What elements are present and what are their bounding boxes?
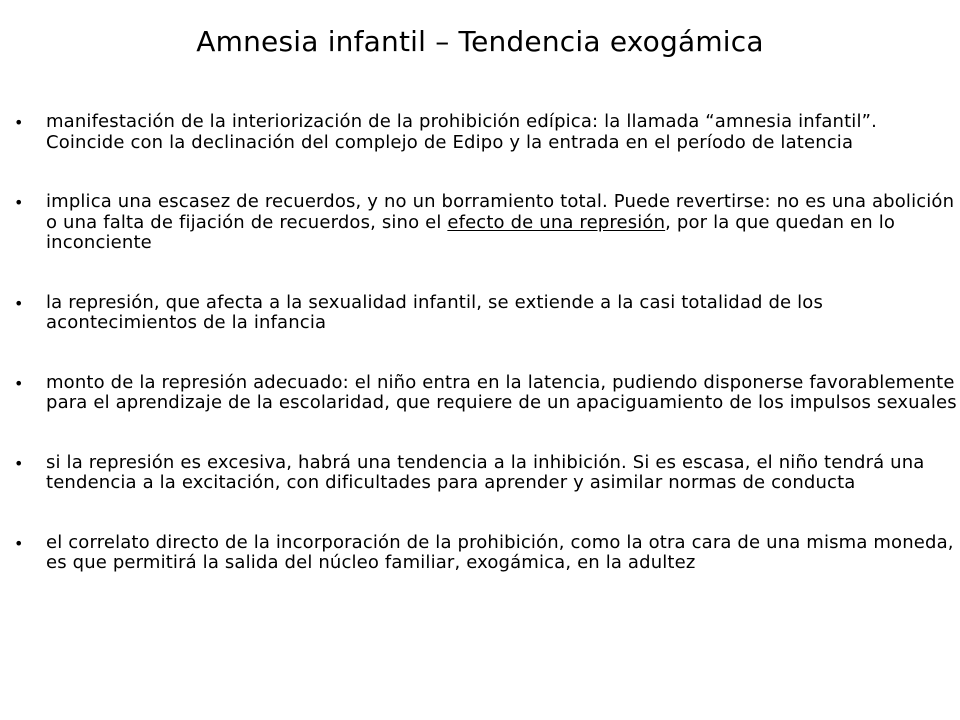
bullet-icon: • (14, 193, 24, 212)
bullet-icon: • (14, 293, 24, 313)
bullet-list (14, 112, 958, 574)
bullet-text: el correlato directo de la incorporación de la prohibición, como la otra cara de una misma moneda, es que permitirá la salida del núcleo familiar, exogámica, en la adultez (46, 531, 954, 573)
bullet-item (14, 293, 958, 334)
bullet-icon: • (14, 113, 24, 132)
bullet-item (14, 112, 958, 153)
bullet-item (14, 373, 958, 414)
bullet-text: monto de la represión adecuado: el niño entra en la latencia, pudiendo disponerse favorablemente para el aprendizaje de la escolaridad, que requiere de un apaciguamiento de los impulsos sexuales (46, 371, 957, 413)
bullet-item (14, 453, 958, 494)
bullet-text: si la represión es excesiva, habrá una tendencia a la inhibición. Si es escasa, el niño tendrá una tendencia a la excitación, con dificultades para aprender y asimilar normas de conducta (46, 451, 925, 493)
bullet-item (14, 533, 958, 574)
bullet-icon: • (14, 453, 24, 473)
slide-title: Amnesia infantil – Tendencia exogámica (196, 25, 764, 58)
bullet-item (14, 192, 958, 254)
underlined-text: efecto de una represión (447, 211, 666, 233)
bullet-text-continued: , por la que quedan en lo inconciente (46, 211, 896, 253)
bullet-icon: • (14, 533, 24, 553)
bullet-text: manifestación de la interiorización de la prohibición edípica: la llamada “amnesia infantil”. Coincide con la declinación del complejo de Edipo y la entrada en el período de latencia (46, 111, 877, 153)
bullet-text: la represión, que afecta a la sexualidad infantil, se extiende a la casi totalidad de los acontecimientos de la infancia (46, 291, 823, 333)
bullet-text: implica una escasez de recuerdos, y no un borramiento total. Puede revertirse: no es una abolición o una falta de fijación de recuerdos, sino el (46, 191, 955, 233)
bullet-icon: • (14, 373, 24, 393)
